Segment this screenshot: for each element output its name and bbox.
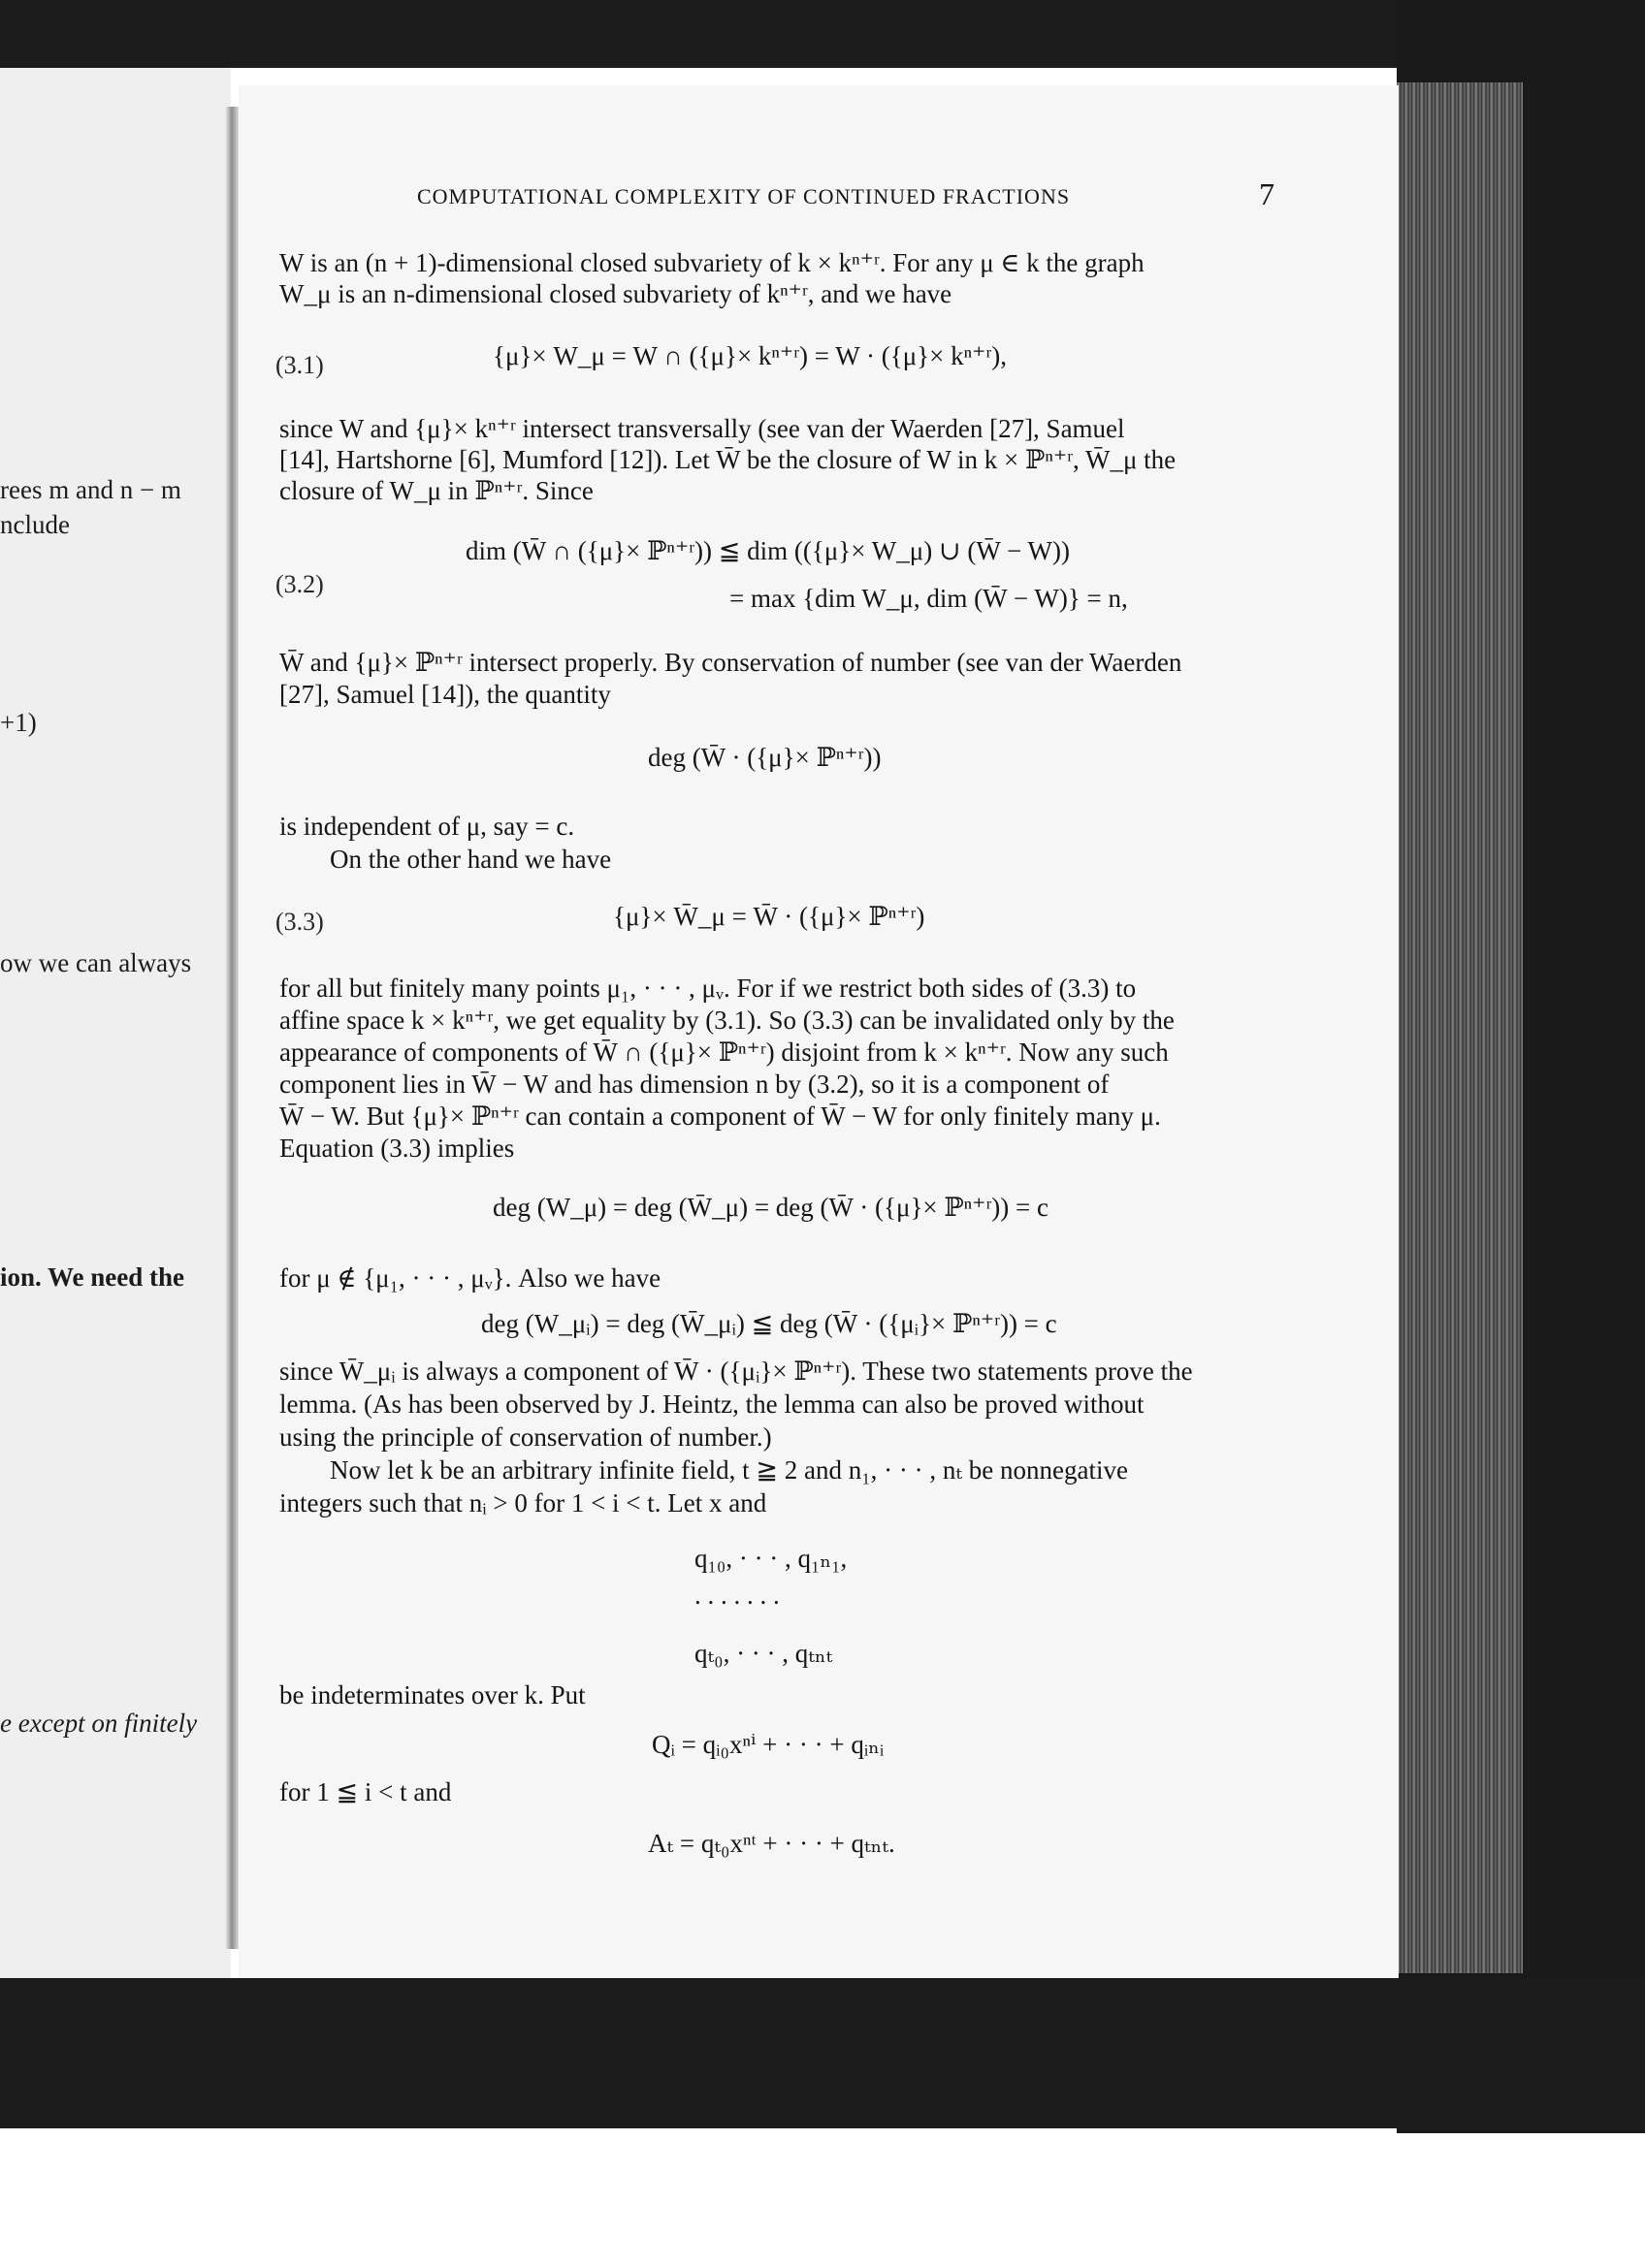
text-line: Equation (3.3) implies bbox=[279, 1134, 515, 1163]
page-number: 7 bbox=[1259, 176, 1274, 211]
text-line: since W̄_μᵢ is always a component of W̄ · ({μᵢ}× ℙⁿ⁺ʳ). These two statements prove the bbox=[279, 1357, 1193, 1386]
text-line: using the principle of conservation of number.) bbox=[279, 1422, 772, 1452]
equation: Aₜ = qₜ₀xⁿᵗ + · · · + qₜₙₜ. bbox=[648, 1829, 895, 1858]
equation: deg (W_μ) = deg (W̄_μ) = deg (W̄ · ({μ}× ℙⁿ⁺ʳ)) = c bbox=[493, 1193, 1048, 1222]
text-line: W̄ − W. But {μ}× ℙⁿ⁺ʳ can contain a component of W̄ − W for only finitely many μ. bbox=[279, 1102, 1161, 1131]
text-line: closure of W_μ in ℙⁿ⁺ʳ. Since bbox=[279, 476, 594, 505]
equation: = max {dim W_μ, dim (W̄ − W)} = n, bbox=[729, 584, 1128, 613]
equation: dim (W̄ ∩ ({μ}× ℙⁿ⁺ʳ)) ≦ dim (({μ}× W_μ) ∪ (W̄ − W)) bbox=[466, 536, 1071, 565]
text-line: for all but finitely many points μ₁, · · · , μᵥ. For if we restrict both sides of (3.3) to bbox=[279, 974, 1137, 1003]
left-fragment: ow we can always bbox=[0, 948, 192, 977]
book-page-edges bbox=[1397, 82, 1523, 1973]
scan-border-bottom bbox=[0, 1978, 1645, 2128]
equation: . . . . . . . bbox=[694, 1581, 780, 1610]
book-gutter bbox=[225, 107, 239, 1949]
equation: {μ}× W̄_μ = W̄ · ({μ}× ℙⁿ⁺ʳ) bbox=[613, 902, 925, 931]
text-line: W_μ is an n-dimensional closed subvariety of kⁿ⁺ʳ, and we have bbox=[279, 279, 952, 308]
text-line: W̄ and {μ}× ℙⁿ⁺ʳ intersect properly. By conservation of number (see van der Waerden bbox=[279, 648, 1182, 677]
text-line: component lies in W̄ − W and has dimension n by (3.2), so it is a component of bbox=[279, 1070, 1110, 1099]
equation: deg (W̄ · ({μ}× ℙⁿ⁺ʳ)) bbox=[648, 743, 882, 772]
text-line: be indeterminates over k. Put bbox=[279, 1680, 586, 1709]
equation-number: (3.2) bbox=[275, 570, 324, 598]
left-fragment: ion. We need the bbox=[0, 1262, 185, 1292]
text-line: Now let k be an arbitrary infinite field, t ≧ 2 and n₁, · · · , nₜ be nonnegative bbox=[330, 1455, 1128, 1485]
text-line: W is an (n + 1)-dimensional closed subvariety of k × kⁿ⁺ʳ. For any μ ∈ k the graph bbox=[279, 248, 1145, 277]
left-fragment: rees m and n − m bbox=[0, 475, 181, 504]
left-fragment: +1) bbox=[0, 708, 37, 737]
text-line: appearance of components of W̄ ∩ ({μ}× ℙⁿ⁺ʳ) disjoint from k × kⁿ⁺ʳ. Now any such bbox=[279, 1038, 1169, 1067]
equation: q₁₀, · · · , q₁ₙ₁, bbox=[694, 1544, 848, 1573]
equation: deg (W_μᵢ) = deg (W̄_μᵢ) ≦ deg (W̄ · ({μᵢ}× ℙⁿ⁺ʳ)) = c bbox=[481, 1309, 1057, 1338]
equation: Qᵢ = qᵢ₀xⁿⁱ + · · · + qᵢₙᵢ bbox=[652, 1730, 885, 1759]
text-line: lemma. (As has been observed by J. Heintz, the lemma can also be proved without bbox=[279, 1390, 1145, 1419]
running-title: COMPUTATIONAL COMPLEXITY OF CONTINUED FRACTIONS bbox=[417, 184, 1071, 208]
text-line: for μ ∉ {μ₁, · · · , μᵥ}. Also we have bbox=[279, 1263, 661, 1293]
text-line: for 1 ≦ i < t and bbox=[279, 1777, 452, 1806]
left-page bbox=[0, 68, 231, 1978]
equation: {μ}× W_μ = W ∩ ({μ}× kⁿ⁺ʳ) = W · ({μ}× kⁿ⁺ʳ), bbox=[493, 341, 1007, 370]
text-line: [27], Samuel [14]), the quantity bbox=[279, 680, 611, 709]
equation: qₜ₀, · · · , qₜₙₜ bbox=[694, 1639, 833, 1668]
equation-number: (3.3) bbox=[275, 908, 324, 936]
left-fragment: e except on finitely bbox=[0, 1709, 198, 1738]
text-line: integers such that nᵢ > 0 for 1 < i < t. Let x and bbox=[279, 1488, 767, 1517]
text-line: On the other hand we have bbox=[330, 845, 612, 874]
text-line: since W and {μ}× kⁿ⁺ʳ intersect transversally (see van der Waerden [27], Samuel bbox=[279, 414, 1125, 443]
left-fragment: nclude bbox=[0, 510, 70, 539]
text-line: is independent of μ, say = c. bbox=[279, 812, 575, 841]
text-line: affine space k × kⁿ⁺ʳ, we get equality by (3.1). So (3.3) can be invalidated only by the bbox=[279, 1006, 1175, 1035]
equation-number: (3.1) bbox=[275, 351, 324, 379]
text-line: [14], Hartshorne [6], Mumford [12]). Let W̄ be the closure of W in k × ℙⁿ⁺ʳ, W̄_μ the bbox=[279, 445, 1177, 474]
